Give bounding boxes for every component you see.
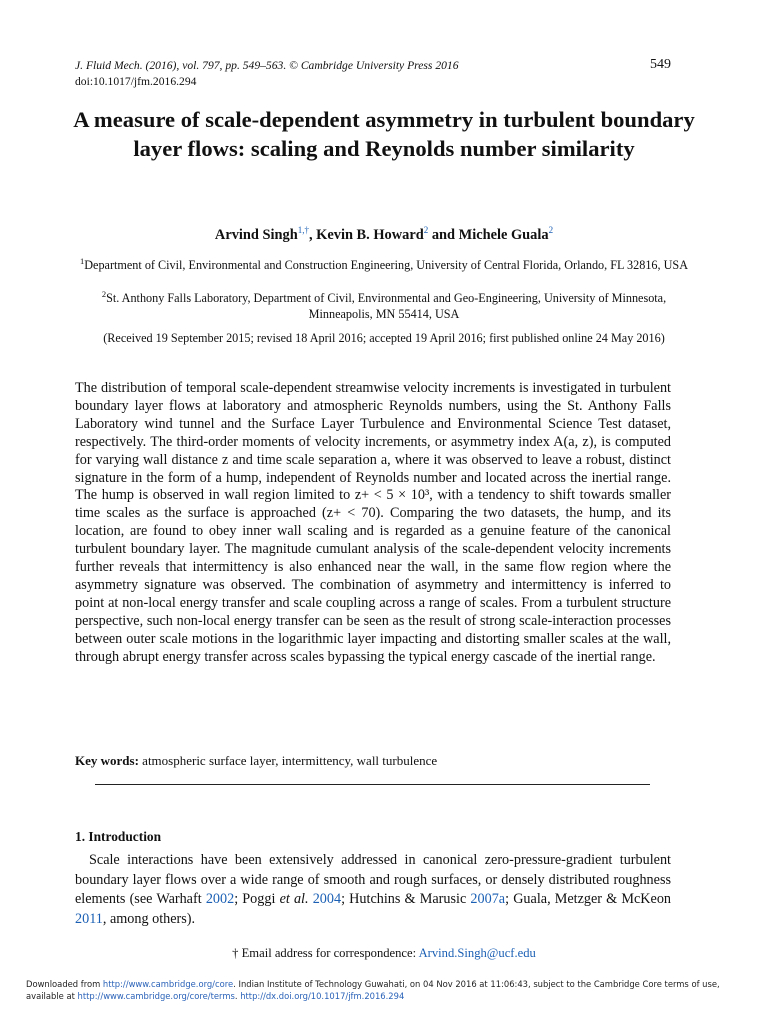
intro-text-5: ; Guala, Metzger & McKeon [505,891,672,907]
author-3-affiliation-marker[interactable]: 2 [548,225,554,235]
journal-citation: J. Fluid Mech. (2016), vol. 797, pp. 549–563. © Cambridge University Press 2016 [75,59,459,72]
abstract: The distribution of temporal scale-dependent streamwise velocity increments is investigated in turbulent boundary layer flows at laboratory and atmospheric Reynolds numbers, using the St. Anthony Falls Laboratory wind tunnel and the Surface Layer Turbulence and Environmental Science Test dataset, respectively. The third-order moments of velocity increments, or asymmetry index A(a, z), is computed for varying wall distance z and time scale separation a, where it was observed to leave a robust, distinct signature in the form of a hump, independent of Reynolds number and located across the inertial range. The hump is observed in wall region limited to z+ < 5 × 10³, with a tendency to shift towards smaller time scales as the surface is approached (z+ < 70). Comparing the two datasets, the hump, and its location, are found to obey inner wall scaling and is regarded as a genuine feature of the canonical turbulent boundary layer. The magnitude cumulant analysis of the scale-dependent velocity increments further reveals that intermittency is also enhanced near the wall, in the same flow region where the asymmetry signature was observed. The combination of asymmetry and intermittency is inferred to point at non-local energy transfer and scale coupling across a range of scales. From a turbulent structure perspective, such non-local energy transfer can be seen as the result of strong scale-interaction processes between outer scale motions in the logarithmic layer impacting and distorting smaller scales at the wall, through abrupt energy transfer across scales bypassing the typical energy cascade of the inertial range. [75,380,671,665]
author-1: Arvind Singh [214,226,298,243]
download-text-1: Downloaded from [26,979,103,989]
author-1-affiliation-marker[interactable]: 1,† [297,225,309,235]
intro-text-6: , among others). [102,910,196,927]
affiliation-2-number: 2 [101,289,107,299]
journal-header [75,58,459,90]
paper-title: A measure of scale-dependent asymmetry in turbulent boundary layer flows: scaling and Reynolds number similarity [73,107,695,161]
citation-link[interactable]: 2007a [470,891,506,907]
keywords-label: Key words: [75,753,139,768]
affiliation-1-number: 1 [80,256,85,266]
email-link[interactable]: Arvind.Singh@ucf.edu [418,946,536,960]
section-heading: 1. Introduction [75,829,162,844]
footnote-label: † Email address for correspondence: [232,946,419,960]
author-3: Michele Guala [458,226,549,243]
download-notice [26,978,756,1002]
author-list: Arvind Singh$^{1,\dagger}$, Kevin B. Howard$^2$ and Michele Guala$^2$ [214,225,554,243]
author-2-affiliation-marker[interactable]: 2 [423,225,429,235]
citation-link[interactable]: 2002 [205,891,235,907]
intro-text-1: Scale interactions have been extensively addressed in canonical zero-pressure-gradient turbulent boundary layer flows over a wide range of smooth and rough surfaces, or densely distributed roughness elements (see Warhaft [75,852,671,907]
intro-text-2: ; Poggi [234,891,280,907]
citation-link[interactable]: 2011 [75,910,103,927]
author-2: Kevin B. Howard [316,226,424,243]
citation-link[interactable]: 2004 [312,891,342,907]
intro-text-4: ; Hutchins & Marusic [341,891,471,907]
download-text-2: . Indian Institute of Technology Guwahati, on 04 Nov 2016 at 11:06:43, subject to the Cambridge Core terms of use, available at [26,979,720,1001]
divider-rule [95,784,650,785]
doi-link[interactable]: http://dx.doi.org/10.1017/jfm.2016.294 [240,991,405,1001]
doi: doi:10.1017/jfm.2016.294 [75,75,197,88]
affiliation-1-text: Department of Civil, Environmental and Construction Engineering, University of Central Florida, Orlando, FL 32816, USA [84,258,688,273]
cambridge-core-link[interactable]: http://www.cambridge.org/core [102,979,234,989]
download-text-3: . [234,991,241,1001]
author-conjunction: and [431,226,456,243]
affiliation-2-text: St. Anthony Falls Laboratory, Department of Civil, Environmental and Geo-Engineering, University of Minnesota, Minneapolis, MN 55414, USA [106,291,667,321]
introduction-paragraph [75,851,671,929]
intro-etal: et al. [279,891,309,907]
keywords [75,753,437,769]
affiliation-1 [75,254,693,274]
page-number: 549 [650,57,671,72]
affiliation-2 [75,287,693,322]
terms-link[interactable]: http://www.cambridge.org/core/terms [77,991,235,1001]
footnote [75,946,693,961]
received-dates: (Received 19 September 2015; revised 18 April 2016; accepted 19 April 2016; first published online 24 May 2016) [103,331,665,345]
keywords-text: atmospheric surface layer, intermittency, wall turbulence [142,753,438,768]
